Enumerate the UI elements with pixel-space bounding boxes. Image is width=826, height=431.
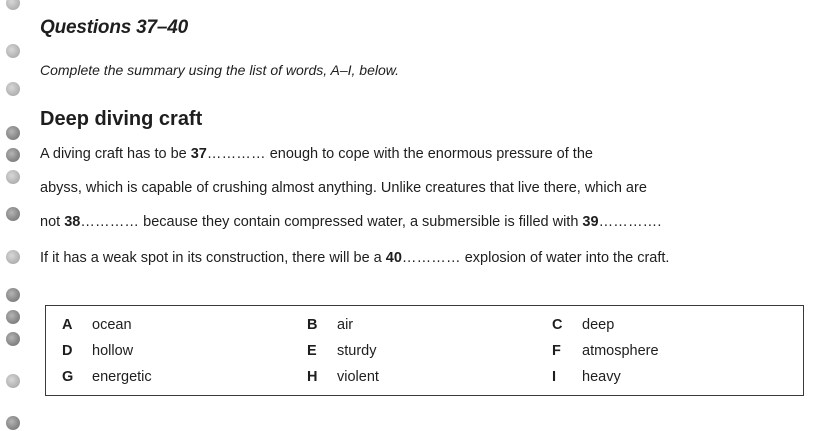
binder-hole [6, 250, 20, 264]
word-list-box [45, 305, 804, 396]
option-letter: G [62, 369, 74, 385]
line-text: abyss, which is capable of crushing almost anything. Unlike creatures that live there, which are [40, 180, 647, 196]
binder-hole [6, 82, 20, 96]
answer-gap-39: …………. [598, 214, 662, 230]
line-text: enough to cope with the enormous pressure of the [265, 146, 593, 162]
answer-gap-40: ………… [401, 250, 461, 266]
question-number-38: 38 [64, 214, 81, 230]
question-number-39: 39 [582, 214, 599, 230]
option-word: deep [582, 317, 615, 333]
binder-hole [6, 148, 20, 162]
binder-hole [6, 126, 20, 140]
binder-hole [6, 374, 20, 388]
binder-hole [6, 207, 20, 221]
binder-hole [6, 170, 20, 184]
binder-hole [6, 44, 20, 58]
option-letter: H [307, 369, 318, 385]
option-word: sturdy [337, 343, 377, 359]
option-word: heavy [582, 369, 621, 385]
binder-hole [6, 332, 20, 346]
line-text: A diving craft has to be [40, 146, 191, 162]
option-letter: C [552, 317, 563, 333]
word-option-g [62, 369, 152, 385]
word-option-i [552, 369, 621, 385]
summary-line-4 [40, 250, 669, 266]
word-option-f [552, 343, 659, 359]
option-word: ocean [92, 317, 132, 333]
answer-gap-37: ………… [206, 146, 266, 162]
option-word: energetic [92, 369, 152, 385]
option-letter: A [62, 317, 73, 333]
line-text: explosion of water into the craft. [460, 250, 670, 266]
word-option-a [62, 317, 132, 333]
summary-line-2 [40, 180, 647, 196]
option-letter: E [307, 343, 317, 359]
option-letter: D [62, 343, 73, 359]
word-option-h [307, 369, 379, 385]
line-text: because they contain compressed water, a submersible is filled with [139, 214, 583, 230]
word-option-c [552, 317, 614, 333]
word-option-b [307, 317, 353, 333]
binder-holes [0, 0, 30, 431]
option-word: atmosphere [582, 343, 659, 359]
summary-title: Deep diving craft [40, 108, 203, 130]
word-option-e [307, 343, 377, 359]
option-letter: B [307, 317, 318, 333]
questions-heading: Questions 37–40 [40, 17, 189, 38]
option-letter: I [552, 369, 557, 385]
line-text: not [40, 214, 65, 230]
option-word: violent [337, 369, 379, 385]
line-text: If it has a weak spot in its construction, there will be a [40, 250, 386, 266]
binder-hole [6, 0, 20, 10]
answer-gap-38: ………… [80, 214, 140, 230]
option-letter: F [552, 343, 561, 359]
binder-hole [6, 288, 20, 302]
summary-line-1 [40, 146, 593, 162]
word-option-d [62, 343, 133, 359]
instruction-text: Complete the summary using the list of words, A–I, below. [40, 62, 399, 78]
binder-hole [6, 310, 20, 324]
binder-hole [6, 416, 20, 430]
option-word: hollow [92, 343, 134, 359]
summary-line-3 [40, 214, 662, 230]
question-number-40: 40 [385, 250, 402, 266]
question-number-37: 37 [190, 146, 207, 162]
option-word: air [337, 317, 354, 333]
